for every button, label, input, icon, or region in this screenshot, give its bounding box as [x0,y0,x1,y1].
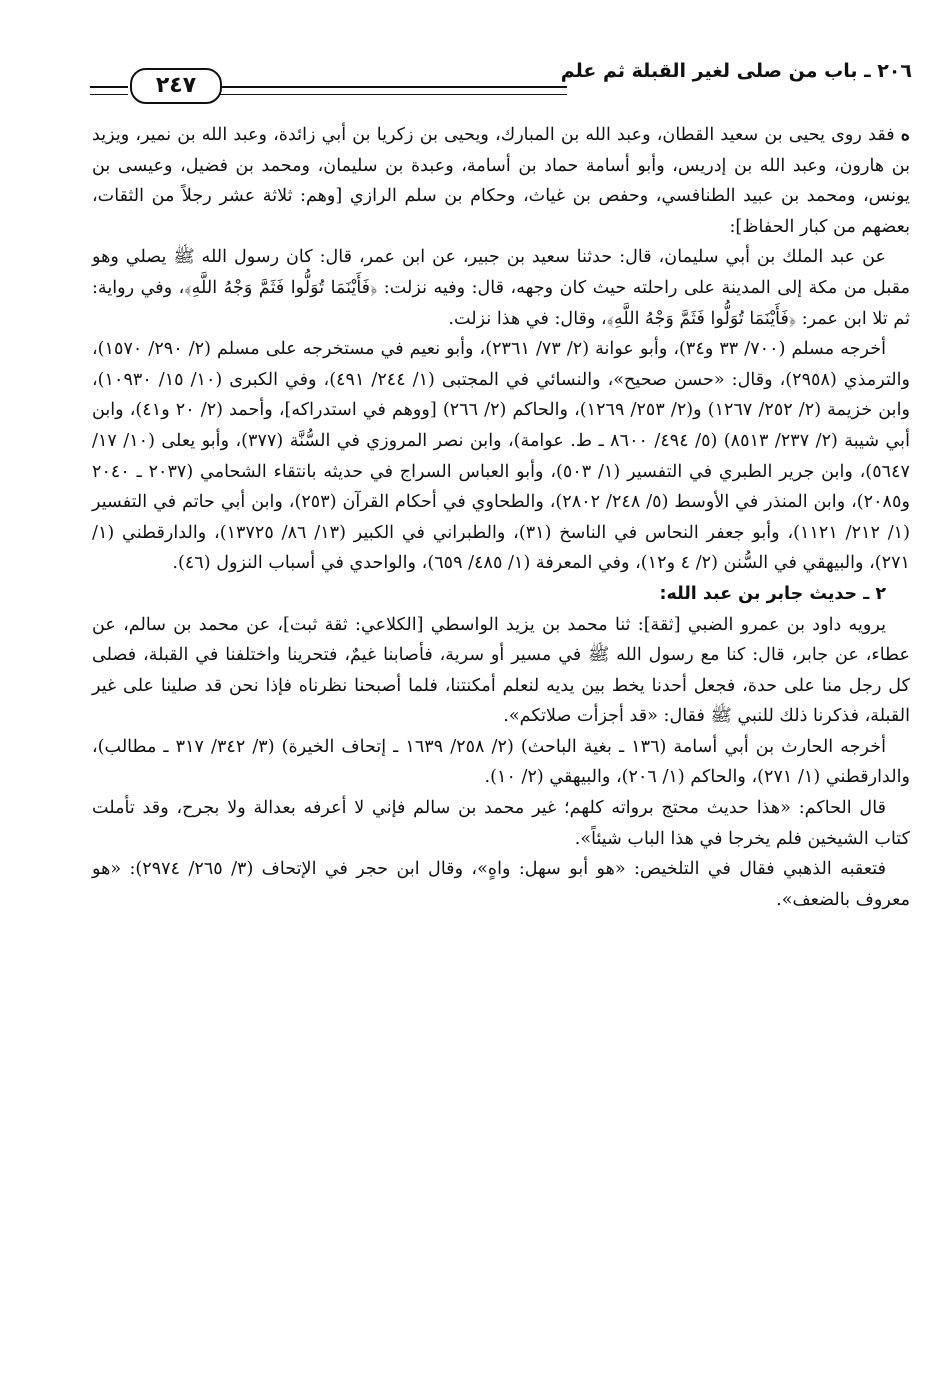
paragraph-dhahabi: فتعقبه الذهبي فقال في التلخيص: «هو أبو سهل: واهٍ»، وقال ابن حجر في الإتحاف (٣/ ٢٦٥/ ٢٩٧٤): «هو معروف بالضعف». [92,859,910,910]
paragraph-takhrij-jabir: أخرجه الحارث بن أبي أسامة (١٣٦ ـ بغية الباحث) (٢/ ٢٥٨/ ١٦٣٩ ـ إتحاف الخيرة) (٣/ ٣٤٢/ ٣١٧ ـ مطالب)، والدارقطني (١/ ٢٧١)، والحاكم (١/ ٢٠٦)، والبيهقي (٢/ ١٠). [92,736,910,788]
paragraph-hadith-ibn-umar: عن عبد الملك بن أبي سليمان، قال: حدثنا سعيد بن جبير، عن ابن عمر، قال: كان رسول الله ﷺ يصلي وهو مقبل من مكة إلى المدينة على راحلته حيث كان وجهه، قال: وفيه نزلت: ﴿فَأَيْنَمَا تُوَلُّوا فَثَمَّ وَجْهُ اللَّهِ﴾، وفي رواية: ثم تلا ابن عمر: ﴿فَأَيْنَمَا تُوَلُّوا فَثَمَّ وَجْهُ اللَّهِ﴾، وقال: في هذا نزلت. [92,247,910,329]
running-header [90,58,912,102]
page-body [92,120,910,915]
chapter-title: ٢٠٦ ـ باب من صلى لغير القبلة ثم علم [560,60,912,82]
paragraph-hakim: قال الحاكم: «هذا حديث محتج برواته كلهم؛ غير محمد بن سالم فإني لا أعرفه بعدالة ولا بجرح، وقد تأملت كتاب الشيخين فلم يخرجا في هذا الباب شيئاً». [92,798,910,849]
section-heading: ٢ ـ حديث جابر بن عبد الله: [659,583,886,604]
bullet-marker: ه [900,124,910,145]
paragraph-hadith-jabir: يرويه داود بن عمرو الضبي [ثقة]: ثنا محمد بن يزيد الواسطي [الكلاعي: ثقة ثبت]، عن محمد بن سالم، عن عطاء، عن جابر، قال: كنا مع رسول الله ﷺ في مسير أو سرية، فأصابنا غيمٌ، فتحرينا واختلفنا في القبلة، فصلى كل رجل منا على حدة، فجعل أحدنا يخط بين يديه لنعلم أمكنتنا، فلما أصبحنا نظرناه فإذا نحن قد صلينا على غير القبلة، فذكرنا ذلك للنبي ﷺ فقال: «قد أجزأت صلاتكم». [92,614,910,727]
page-number: ٢٤٧ [130,68,222,104]
header-rule-left [90,86,128,95]
paragraph-text: فقد روى يحيى بن سعيد القطان، وعبد الله بن المبارك، ويحيى بن زكريا بن أبي زائدة، وعبد الله بن نمير، ويزيد بن هارون، وعبد الله بن إدريس، وأبو أسامة حماد بن أسامة، وعبدة بن سليمان، ومحمد بن فضيل، وعيسى بن يونس، ومحمد بن عبيد الطنافسي، وحفص بن غياث، وحكام بن سلم الرازي [وهم: ثلاثة عشر رجلاً من الثقات، بعضهم من كبار الحفاظ]: [92,125,911,237]
paragraph-narrators [92,120,910,242]
header-rule [220,86,567,95]
paragraph-takhrij: أخرجه مسلم (٧٠٠/ ٣٣ و٣٤)، وأبو عوانة (٢/ ٧٣/ ٢٣٦١)، وأبو نعيم في مستخرجه على مسلم (٢/ ٢٩٠/ ١٥٧٠)، والترمذي (٢٩٥٨)، وقال: «حسن صحيح»، والنسائي في المجتبى (١/ ٢٤٤/ ٤٩١)، وفي الكبرى (١٠/ ١٥/ ١٠٩٣٠)، وابن خزيمة (٢/ ٢٥٢/ ١٢٦٧) و(٢/ ٢٥٣/ ١٢٦٩)، والحاكم (٢/ ٢٦٦) [ووهم في استدراكه]، وأحمد (٢/ ٢٠ و٤١)، وابن أبي شيبة (٢/ ٢٣٧/ ٨٥١٣) (٥/ ٤٩٤/ ٨٦٠٠ ـ ط. عوامة)، وابن نصر المروزي في السُّنَّة (٣٧٧)، وأبو يعلى (١٠/ ١٧/ ٥٦٤٧)، وابن جرير الطبري في التفسير (١/ ٥٠٣)، وأبو العباس السراج في حديثه بانتقاء الشحامي (٢٠٣٧ ـ ٢٠٤٠ و٢٠٨٥)، وابن المنذر في الأوسط (٥/ ٢٤٨/ ٢٨٠٢)، والطحاوي في أحكام القرآن (٢٥٣)، وابن أبي حاتم في التفسير (١/ ٢١٢/ ١١٢١)، وأبو جعفر النحاس في الناسخ (٣١)، والطبراني في الكبير (١٣/ ٨٦/ ١٣٧٢٥)، والدارقطني (١/ ٢٧١)، والبيهقي في السُّنن (٢/ ٤ و١٢)، وفي المعرفة (١/ ٤٨٥/ ٦٥٩)، والواحدي في أسباب النزول (٤٦). [92,339,910,574]
